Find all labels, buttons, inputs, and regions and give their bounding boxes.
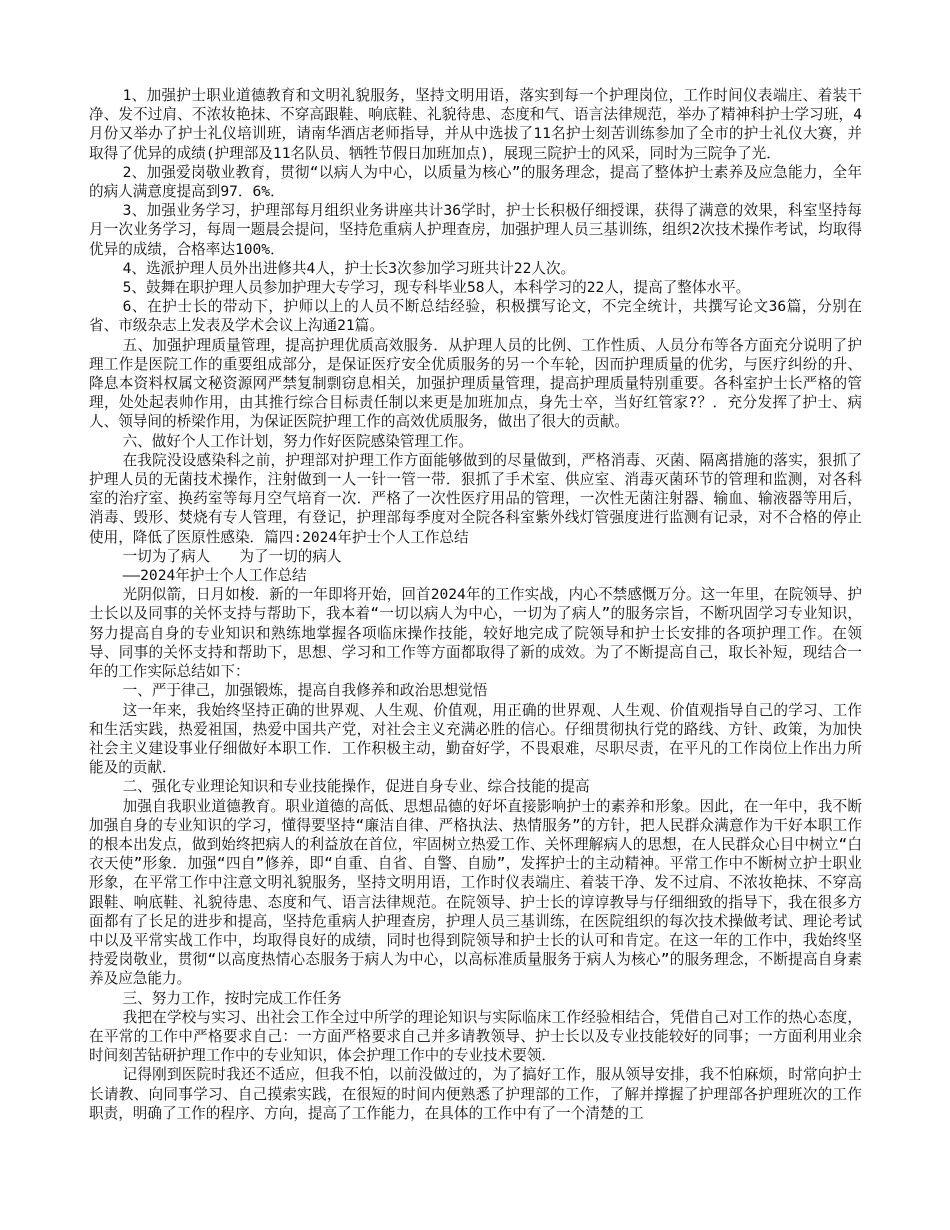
section-three-heading: 三、努力工作，按时完成工作任务 [122, 989, 342, 1007]
section-two-heading: 二、强化专业理论知识和专业技能操作，促进自身专业、综合技能的提高 [122, 778, 590, 796]
infection-control-paragraph: 在我院没设感染科之前，护理部对护理工作方面能够做到的尽量做到，严格消毒、灭菌、隔离措施的落实，狠抓了护理人员的无菌技术操作，注射做到一人一针一管一带．狠抓了手术室、供应室、消毒灭菌环节的管理和监测，对各科室的治疗室、换药室等每月空气培育一次．严格了一次性医疗用品的管理，一次性无菌注射器、输血、输液器等用后，消毒、毁形、焚烧有专人管理，有登记，护理部每季度对全院各科室紫外线灯管强度进行监测有记录，对不合格的停止使用，降低了医原性感染．篇四:2024年护士个人工作总结 [89, 451, 862, 546]
section-three-paragraph: 我把在学校与实习、出社会工作全过中所学的理论知识与实际临床工作经验相结合，凭借自己对工作的热心态度，在平常的工作中严格要求自己：一方面严格要求自己并多请教领导、护士长以及专业技能较好的同事；一方面利用业余时间刻苦钻研护理工作中的专业知识，体会护理工作中的专业技术要领． [89, 1008, 862, 1065]
paragraph-item-5: 5、鼓舞在职护理人员参加护理大专学习，现专科毕业58人，本科学习的22人，提高了整体水平。 [122, 279, 751, 297]
section-one-heading: 一、严于律己，加强锻炼，提高自我修养和政治思想觉悟 [122, 682, 488, 700]
paragraph-item-1: 1、加强护士职业道德教育和文明礼貌服务，坚持文明用语，落实到每一个护理岗位，工作时间仪表端庄、着装干净、发不过肩、不浓妆艳抹、不穿高跟鞋、响底鞋、礼貌待患、态度和气、语言法律规范，举办了精神科护士学习班，4月份又举办了护士礼仪培训班，请南华酒店老师指导，并从中选拔了11名护士刻苦训练参加了全市的护士礼仪大赛，并取得了优异的成绩(护理部及11名队员、牺牲节假日加班加点)，展现三院护士的风采，同时为三院争了光． [89, 87, 862, 162]
motto-line: 一切为了病人 为了一切的病人 [122, 547, 342, 565]
intro-paragraph: 光阴似箭，日月如梭．新的一年即将开始，回首2024年的工作实战，内心不禁感慨万分。这一年里，在院领导、护士长以及同事的关怀支持与帮助下，我本着“一切以病人为中心，一切为了病人”的服务宗旨，不断巩固学习专业知识，努力提高自身的专业知识和熟练地掌握各项临床操作技能，较好地完成了院领导和护士长安排的各项护理工作。在领导、同事的关怀支持和帮助下，思想、学习和工作等方面都取得了新的成效。为了不断提高自己，取长补短，现结合一年的工作实际总结如下： [89, 586, 862, 681]
closing-paragraph: 记得刚到医院时我还不适应，但我不怕，以前没做过的，为了搞好工作，服从领导安排，我不怕麻烦，时常向护士长请教、向同事学习、自己摸索实践，在很短的时间内便熟悉了护理部的工作，了解并撑握了护理部各护理班次的工作职责，明确了工作的程序、方向，提高了工作能力，在具体的工作中有了一个清楚的工 [89, 1066, 862, 1122]
section-one-paragraph: 这一年来，我始终坚持正确的世界观、人生观、价值观，用正确的世界观、人生观、价值观指导自己的学习、工作和生活实践，热爱祖国，热爱中国共产党，对社会主义充满必胜的信心。仔细贯彻执行党的路线、方针、政策，为加快社会主义建设事业仔细做好本职工作．工作积极主动，勤奋好学，不畏艰难，尽职尽责，在平凡的工作岗位上作出力所能及的贡献． [89, 701, 862, 777]
summary-subtitle: ——2024年护士个人工作总结 [122, 567, 307, 585]
section-two-paragraph: 加强自我职业道德教育。职业道德的高低、思想品德的好坏直接影响护士的素养和形象。因此，在一年中，我不断加强自身的专业知识的学习，懂得要坚持“廉洁自律、严格执法、热情服务”的方针，把人民群众满意作为干好本职工作的根本出发点，做到始终把病人的利益放在首位，牢固树立热爱工作、关怀理解病人的思想，在人民群众心目中树立“白衣天使”形象．加强“四自”修养，即“自重、自省、自警、自励”，发挥护士的主动精神。平常工作中不断树立护士职业形象，在平常工作中注意文明礼貌服务，坚持文明用语，工作时仪表端庄、着装干净、发不过肩、不浓妆艳抹、不穿高跟鞋、响底鞋、礼貌待患、态度和气、语言法律规范。在院领导、护士长的谆谆教导与仔细细致的指导下，我在很多方面都有了长足的进步和提高，坚持危重病人护理查房，护理人员三基训练，在医院组织的每次技术操做考试、理论考试中以及平常实战工作中，均取得良好的成绩，同时也得到院领导和护士长的认可和肯定。在这一年的工作中，我始终坚持爱岗敬业，贯彻“以高度热情心态服务于病人为中心，以高标准质量服务于病人为核心”的服务理念，不断提高自身素养及应急能力。 [89, 797, 862, 988]
section-six-heading: 六、做好个人工作计划，努力作好医院感染管理工作。 [122, 432, 473, 450]
paragraph-item-4: 4、选派护理人员外出进修共4人，护士长3次参加学习班共计22人次。 [122, 259, 576, 277]
paragraph-item-2: 2、加强爱岗敬业教育，贯彻“以病人为中心，以质量为核心”的服务理念，提高了整体护士素养及应急能力，全年的病人满意度提高到97．6%． [89, 163, 862, 201]
paragraph-item-6: 6、在护士长的带动下，护师以上的人员不断总结经验，积极撰写论文，不完全统计，共撰写论文36篇，分别在省、市级杂志上发表及学术会议上沟通21篇。 [89, 298, 862, 335]
paragraph-item-3: 3、加强业务学习，护理部每月组织业务讲座共计36学时，护士长积极仔细授课，获得了满意的效果，科室坚持每月一次业务学习，每周一题晨会提问，坚持危重病人护理查房，加强护理人员三基训练，组织2次技术操作考试，均取得优异的成绩，合格率达100%． [89, 202, 862, 258]
section-five-paragraph: 五、加强护理质量管理，提高护理优质高效服务．从护理人员的比例、工作性质、人员分布等各方面充分说明了护理工作是医院工作的重要组成部分，是保证医疗安全优质服务的另一个车轮，因而护理质量的优劣，与医疗纠纷的升、降息本资料权属文秘资源网严禁复制剽窃息相关，加强护理质量管理，提高护理质量特别重要。各科室护士长严格的管理，处处起表帅作用，由其推行综合目标责任制以来更是加班加点，身先士卒，当好红管家?？．充分发挥了护士、病人、领导间的桥梁作用，为保证医院护理工作的高效优质服务，做出了很大的贡献。 [89, 336, 862, 431]
